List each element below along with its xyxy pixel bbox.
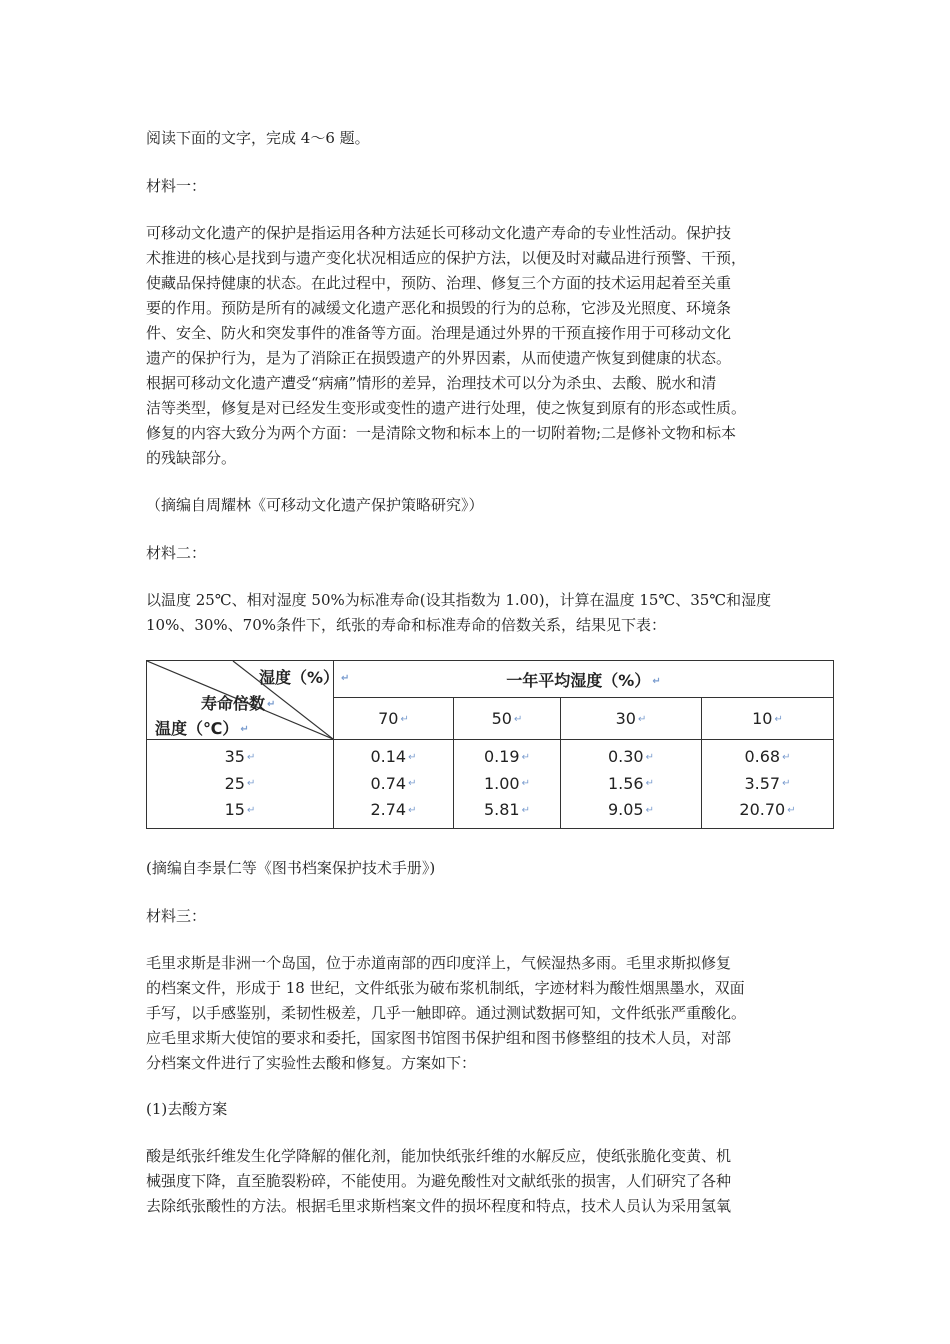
humidity-50-values	[454, 740, 561, 829]
temp-25: 25 ↵	[224, 773, 256, 793]
temp-35: 35 ↵	[224, 747, 256, 766]
text-line: 的档案文件，形成于 18 世纪，文件纸张为破布浆机制纸，字迹材料为酸性烟黑墨水，双面	[146, 979, 745, 997]
material-one-body	[146, 221, 834, 471]
text-line: 根据可移动文化遗产遭受“病痛”情形的差异，治理技术可以分为杀虫、去酸、脱水和清	[146, 374, 717, 392]
header-annual-humidity: 一年平均湿度（%） ↵	[334, 661, 834, 698]
table-cell: 0.30 ↵	[607, 747, 654, 766]
text-line: 要的作用。预防是所有的减缓文化遗产恶化和损毁的行为的总称，它涉及光照度、环境条	[146, 299, 732, 317]
text-line: 去除纸张酸性的方法。根据毛里求斯档案文件的损坏程度和特点，技术人员认为采用氢氧	[146, 1197, 732, 1215]
material-two-title: 材料二：	[146, 544, 207, 562]
text-line: 可移动文化遗产的保护是指运用各种方法延长可移动文化遗产寿命的专业性活动。保护技	[146, 224, 732, 242]
intro-text: 阅读下面的文字，完成 4～6 题。	[146, 129, 370, 147]
text-line: 分档案文件进行了实验性去酸和修复。方案如下：	[146, 1054, 477, 1072]
table-cell: 5.81 ↵	[483, 800, 530, 819]
table-cell: 20.70 ↵	[739, 800, 796, 819]
text-line: 手写，以手感鉴别，柔韧性极差，几乎一触即碎。通过测试数据可知，文件纸张严重酸化。	[146, 1004, 747, 1022]
diag-label-humidity: 湿度（%） ↵	[259, 668, 350, 687]
text-line: 洁等类型，修复是对已经发生变形或变性的遗产进行处理，使之恢复到原有的形态或性质。	[146, 399, 747, 417]
text-line: 修复的内容大致分为两个方面：一是清除文物和标本上的一切附着物;二是修补文物和标本	[146, 424, 737, 442]
table-cell: 0.14 ↵	[370, 747, 417, 766]
text-line: 使藏品保持健康的状态。在此过程中，预防、治理、修复三个方面的技术运用起着至关重	[146, 274, 732, 292]
text-line: 遗产的保护行为，是为了消除正在损毁遗产的外界因素，从而使遗产恢复到健康的状态。	[146, 349, 732, 367]
table-diagonal-header	[147, 661, 350, 740]
section-one-body	[146, 1144, 834, 1219]
table-cell: 3.57 ↵	[744, 773, 791, 793]
table-cell: 1.56 ↵	[607, 773, 654, 793]
table-cell: 0.74 ↵	[370, 773, 417, 793]
text-line: 酸是纸张纤维发生化学降解的催化剂，能加快纸张纤维的水解反应，使纸张脆化变黄、机	[146, 1147, 732, 1165]
section-one-title: (1)去酸方案	[146, 1100, 228, 1118]
header-humidity-10: 10 ↵	[702, 698, 834, 740]
temperature-column	[147, 740, 334, 829]
material-three-title: 材料三：	[146, 907, 207, 925]
humidity-70-values	[334, 740, 454, 829]
text-line: 术推进的核心是找到与遗产变化状况相适应的保护方法，以便及时对藏品进行预警、干预，	[146, 249, 747, 267]
material-one-source: （摘编自周耀林《可移动文化遗产保护策略研究》）	[146, 496, 484, 514]
table-cell: 0.19 ↵	[483, 747, 530, 766]
table-cell: 1.00 ↵	[483, 773, 530, 793]
text-line: 械强度下降，直至脆裂粉碎，不能使用。为避免酸性对文献纸张的损害，人们研究了各种	[146, 1172, 732, 1190]
material-three-body	[146, 951, 834, 1076]
diag-label-multiple: 寿命倍数 ↵	[201, 694, 276, 713]
text-line: 以温度 25℃、相对湿度 50%为标准寿命(设其指数为 1.00)，计算在温度 15℃、35℃和湿度	[146, 591, 772, 609]
text-line: 应毛里求斯大使馆的要求和委托，国家图书馆图书保护组和图书修整组的技术人员，对部	[146, 1029, 732, 1047]
humidity-10-values	[702, 740, 834, 829]
temp-15: 15 ↵	[224, 800, 256, 819]
text-line: 10%、30%、70%条件下，纸张的寿命和标准寿命的倍数关系，结果见下表：	[146, 616, 667, 634]
header-humidity-70: 70 ↵	[334, 698, 454, 740]
material-two-source: (摘编自李景仁等《图书档案保护技术手册》)	[146, 859, 436, 877]
header-humidity-30: 30 ↵	[561, 698, 702, 740]
material-one-title: 材料一：	[146, 177, 207, 195]
material-two-body	[146, 588, 834, 638]
header-humidity-50: 50 ↵	[454, 698, 561, 740]
text-line: 件、安全、防火和突发事件的准备等方面。治理是通过外界的干预直接作用于可移动文化	[146, 324, 732, 342]
table-cell: 0.68 ↵	[744, 747, 791, 766]
table-cell: 9.05 ↵	[607, 800, 654, 819]
table-cell: 2.74 ↵	[370, 800, 417, 819]
humidity-30-values	[561, 740, 702, 829]
diag-label-temperature: 温度（℃） ↵	[155, 719, 249, 738]
text-line: 毛里求斯是非洲一个岛国，位于赤道南部的西印度洋上，气候湿热多雨。毛里求斯拟修复	[146, 954, 732, 972]
paper-lifetime-table	[146, 660, 834, 829]
text-line: 的残缺部分。	[146, 449, 237, 467]
